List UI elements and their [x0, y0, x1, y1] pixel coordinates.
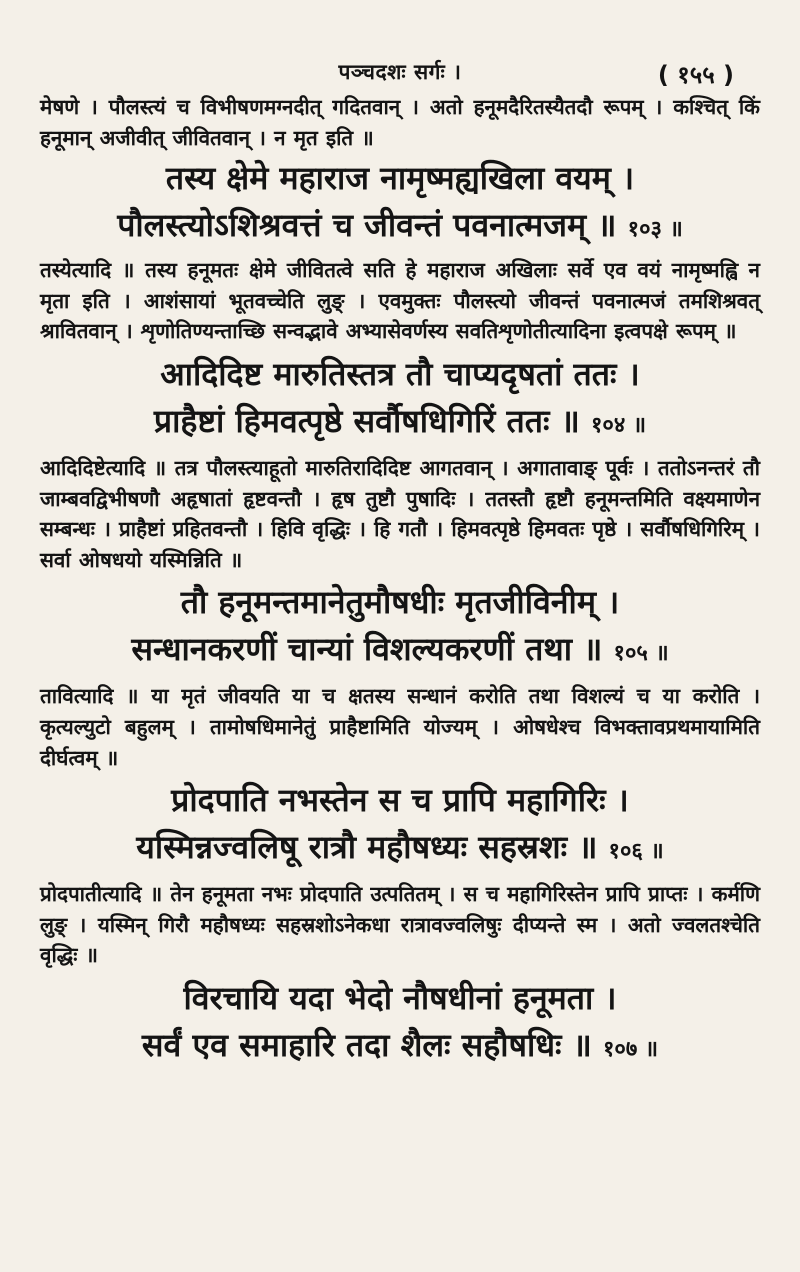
- verse-line: [40, 824, 760, 875]
- verse-block: [40, 975, 760, 1073]
- verse-number: १०३ ॥: [627, 217, 683, 243]
- verse-line: प्रोदपाति नभस्तेन स च प्रापि महागिरिः ।: [171, 781, 629, 820]
- commentary-paragraph: तस्येत्यादि ॥ तस्य हनूमतः क्षेमे जीवितत्वे सति हे महाराज अखिलाः सर्वे एव वयं नामृष्मह्वि न मृता इति । आशंसायां भूतवच्चेति लुङ् । एवमुक्तः पौलस्त्यो जीवन्तं पवनात्मजं तमशिश्रवत् श्रावितवान् । शृणोतिण्यन्ताच्छि सन्वद्भावे अभ्यासेवर्णस्य सवतिशृणोतीत्यादिना इत्वपक्षे रूपम् ॥: [40, 258, 760, 344]
- page-body: [40, 92, 760, 1077]
- verse-block: [40, 777, 760, 875]
- verse-line-text: पौलस्त्योऽशिश्रवत्तं च जीवन्तं पवनात्मजम् ॥: [117, 206, 617, 245]
- verse-line-text: प्राहैष्टां हिमवत्पृष्ठे सर्वौषधिगिरिं ततः ॥: [153, 401, 580, 440]
- verse-line-text: सन्धानकरणीं चान्यां विशल्यकरणीं तथा ॥: [131, 630, 603, 669]
- verse-block: [40, 351, 760, 449]
- commentary-paragraph: आदिदिष्टेत्यादि ॥ तत्र पौलस्त्याहूतो मारुतिरादिदिष्ट आगतवान् । अगातावाङ् पूर्वः । ततोऽनन्तरं तौ जाम्बवद्विभीषणौ अहृषातां हृष्टवन्तौ । हृष तुष्टौ पुषादिः । ततस्तौ हृष्टौ हनूमन्तमिति वक्ष्यमाणेन सम्बन्धः । प्राहैष्टां प्रहितवन्तौ । हिवि वृद्धिः । हि गतौ । हिमवत्पृष्ठे हिमवतः पृष्ठे । सर्वौषधिगिरिम् । सर्वा ओषधयो यस्मिन्निति ॥: [40, 455, 760, 572]
- verse-line-text: सर्वं एव समाहारि तदा शैलः सहौषधिः ॥: [141, 1025, 592, 1064]
- verse-number: १०६ ॥: [608, 839, 664, 865]
- verse-number: १०५ ॥: [613, 641, 669, 667]
- running-head: [40, 58, 760, 92]
- commentary-paragraph: मेषणे । पौलस्त्यं च विभीषणमग्नदीत् गदितवान् । अतो हनूमदैरितस्यैतदौ रूपम् । कश्चित् किं हनूमान् अजीवीत् जीवितवान् । न मृत इति ॥: [40, 95, 760, 150]
- verse-block: [40, 155, 760, 253]
- verse-line: आदिदिष्ट मारुतिस्तत्र तौ चाप्यदृषतां ततः ।: [160, 354, 640, 393]
- verse-line: [40, 1022, 760, 1073]
- verse-line: [40, 398, 760, 449]
- verse-number: १०७ ॥: [602, 1036, 659, 1062]
- verse-line: तस्य क्षेमे महाराज नामृष्मह्यखिला वयम् ।: [165, 159, 635, 198]
- page-number: ( १५५ ): [657, 61, 734, 89]
- verse-line: [40, 202, 760, 253]
- verse-line-text: यस्मिन्नज्वलिषू रात्रौ महौषध्यः सहस्रशः ॥: [136, 828, 598, 867]
- running-head-title: पञ्चदशः सर्गः ।: [338, 60, 462, 84]
- verse-line: [40, 626, 760, 677]
- verse-line: तौ हनूमन्तमानेतुमौषधीः मृतजीविनीम् ।: [180, 583, 620, 622]
- commentary-paragraph: प्रोदपातीत्यादि ॥ तेन हनूमता नभः प्रोदपाति उत्पतितम् । स च महागिरिस्तेन प्रापि प्राप्तः । कर्मणि लुङ् । यस्मिन् गिरौ महौषध्यः सहस्रशोऽनेकधा रात्रावज्वलिषुः दीप्यन्ते स्म । अतो ज्वलतश्चेति वृद्धिः ॥: [40, 882, 760, 968]
- verse-line: विरचायि यदा भेदो नौषधीनां हनूमता ।: [183, 978, 617, 1017]
- verse-number: १०४ ॥: [590, 412, 647, 438]
- commentary-paragraph: तावित्यादि ॥ या मृतं जीवयति या च क्षतस्य सन्धानं करोति तथा विशल्यं च या करोति । कृत्यल्युटो बहुलम् । तामोषधिमानेतुं प्राहैष्टामिति योज्यम् । ओषधेश्च विभक्तावप्रथमायामिति दीर्घत्वम् ॥: [40, 684, 760, 770]
- verse-block: [40, 579, 760, 677]
